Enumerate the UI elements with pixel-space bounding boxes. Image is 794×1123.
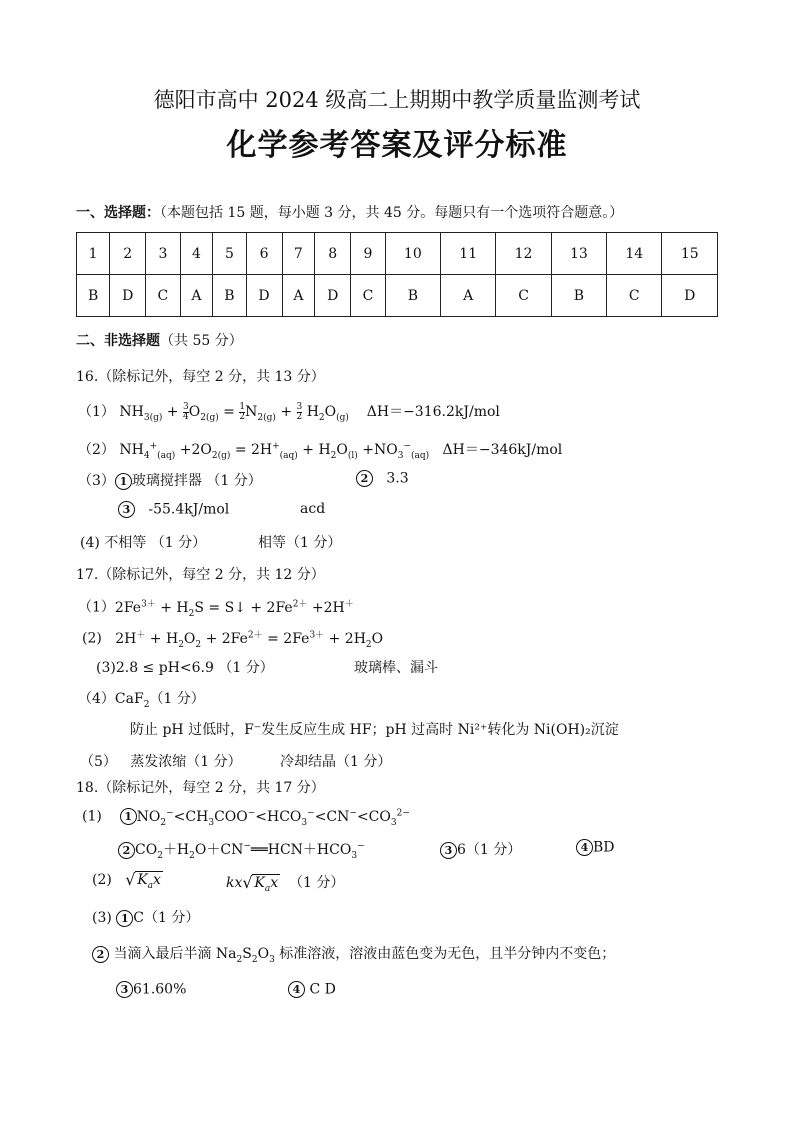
table-cell: D — [110, 275, 146, 317]
q16-answer-4: (4) 不相等 （1 分） — [80, 535, 207, 551]
table-cell: 9 — [351, 233, 385, 275]
table-cell: C — [496, 275, 551, 317]
q16-answer-3: （3） 1 玻璃搅拌器 （1 分） — [78, 473, 262, 489]
section-2-heading: 二、非选择题（共 55 分） — [76, 333, 243, 349]
q17-answer-4b: 防止 pH 过低时，F⁻发生反应生成 HF；pH 过高时 Ni²⁺转化为 Ni(OH)₂沉淀 — [130, 722, 619, 738]
table-cell: B — [77, 275, 110, 317]
table-cell: C — [607, 275, 662, 317]
sqrt-expression: √ $K_ax$ — [125, 872, 163, 891]
ionic-equation: $2Fe^{3+} + H_2S$ = S↓ + $2Fe^{2+} +2H^+$ — [114, 599, 354, 619]
table-cell: 5 — [213, 233, 246, 275]
q17-answer-5b: 冷却结晶（1 分） — [280, 754, 392, 770]
thermo-equation: $NH_{3(g)}$ + $\frac{3}{4}$ $O_{2(g)}$ = $\frac{1}{2}$ $N_{2(g)}$ + $\frac{3}{2}$ $H_2O_{(g)}$ — [119, 401, 349, 423]
q17-answer-4: （4）CaF$_2$（1 分） — [78, 691, 205, 710]
ion-order: $NO_2^-<CH_3COO^-<HCO_3^-<CN^-<CO_3^{2-}$ — [136, 808, 410, 828]
q16-answer-1: （1） $NH_{3(g)}$ + $\frac{3}{4}$ $O_{2(g)}$ = $\frac{1}{2}$ $N_{2(g)}$ + $\frac{3}{2}$ $H_2O_{(g)}$ ΔH＝−316.2kJ/mol — [78, 401, 500, 423]
circled-3-marker: 3 — [440, 842, 457, 859]
circled-2-marker: 2 — [356, 470, 373, 487]
table-cell: B — [385, 275, 440, 317]
q18-answer-3: (3) 1 C（1 分） — [92, 910, 200, 926]
table-cell: D — [246, 275, 282, 317]
table-cell: D — [315, 275, 351, 317]
table-cell: B — [213, 275, 246, 317]
q18-answer-3b: 2 当滴入最后半滴 $Na_2S_2O_3$ 标准溶液，溶液由蓝色变为无色，且半分钟内不变色； — [92, 943, 615, 965]
answer-key-title: 化学参考答案及评分标准 — [226, 128, 568, 163]
exam-title: 德阳市高中 2024 级高二上期期中教学质量监测考试 — [153, 88, 641, 112]
q18-answer-1d: 4 BD — [576, 839, 615, 856]
q18-heading: 18.（除标记外，每空 2 分，共 17 分） — [76, 780, 325, 796]
question-number-row — [77, 233, 718, 275]
circled-3-marker: 3 — [116, 981, 133, 998]
choice-answer-table — [76, 232, 718, 317]
sqrt-expression: kx√ $K_ax$ — [226, 875, 280, 891]
ionic-equation: $CO_2+H_2O+CN^-══HCN+HCO_3^-$ — [135, 841, 365, 861]
q18-answer-1c: 3 6（1 分） — [440, 839, 521, 859]
circled-1-marker: 1 — [116, 910, 133, 927]
table-cell: 2 — [110, 233, 146, 275]
answer-row — [77, 275, 718, 317]
table-cell: A — [282, 275, 315, 317]
q16-heading: 16.（除标记外，每空 2 分，共 13 分） — [76, 369, 325, 385]
table-cell: C — [146, 275, 180, 317]
table-cell: 4 — [180, 233, 213, 275]
q16-answer-3b: 2 3.3 — [356, 470, 409, 487]
q18-answer-2b: kx√ $K_ax$ （1 分） — [226, 872, 344, 894]
section-1-heading: 一、选择题：（本题包括 15 题，每小题 3 分，共 45 分。每题只有一个选项符合题意。） — [76, 205, 624, 221]
table-cell: 6 — [246, 233, 282, 275]
table-cell: 14 — [607, 233, 662, 275]
ionic-equation: $2H^+ + H_2O_2 + 2Fe^{2+} = 2Fe^{3+} + 2H_2O$ — [115, 630, 384, 650]
table-cell: 1 — [77, 233, 110, 275]
q18-answer-2: (2) √ $K_ax$ — [92, 872, 163, 891]
q16-answer-3d: acd — [300, 501, 326, 517]
table-cell: C — [351, 275, 385, 317]
q18-answer-3c: 3 61.60% — [116, 981, 186, 998]
q16-answer-2: （2） $NH_4^+_{(aq)} +2O_{2(g)} = 2H^+_{(aq)} + H_2O_{(l)} +NO_3^-_{(aq)}$ ΔH＝−346kJ/mol — [78, 441, 563, 461]
q17-answer-2: (2) $2H^+ + H_2O_2 + 2Fe^{2+} = 2Fe^{3+} + 2H_2O$ — [82, 630, 384, 650]
table-cell: 8 — [315, 233, 351, 275]
circled-1-marker: 1 — [115, 473, 132, 490]
q18-answer-1: (1) 1 $NO_2^-<CH_3COO^-<HCO_3^-<CN^-<CO_3^{2-}$ — [82, 808, 410, 828]
table-cell: D — [662, 275, 718, 317]
q17-answer-5: （5） 蒸发浓缩（1 分） — [80, 754, 242, 770]
q17-heading: 17.（除标记外，每空 2 分，共 12 分） — [76, 567, 325, 583]
table-cell: 11 — [441, 233, 496, 275]
table-cell: 12 — [496, 233, 551, 275]
q17-answer-3: (3)2.8 ≤ pH<6.9 （1 分） — [96, 660, 274, 676]
table-cell: B — [551, 275, 606, 317]
circled-2-marker: 2 — [118, 842, 135, 859]
q17-answer-1: $(1)2Fe^{3+} + H_2S$ = S↓ + $2Fe^{2+} +2H^+$ — [78, 599, 354, 619]
table-cell: A — [441, 275, 496, 317]
table-cell: 13 — [551, 233, 606, 275]
circled-1-marker: 1 — [120, 808, 137, 825]
q17-answer-3b: 玻璃棒、漏斗 — [354, 660, 438, 676]
q16-answer-3c: 3 -55.4kJ/mol — [118, 501, 229, 518]
table-cell: 3 — [146, 233, 180, 275]
table-cell: A — [180, 275, 213, 317]
circled-4-marker: 4 — [576, 839, 593, 856]
table-cell: 7 — [282, 233, 315, 275]
circled-4-marker: 4 — [288, 981, 305, 998]
table-cell: 15 — [662, 233, 718, 275]
table-cell: 10 — [385, 233, 440, 275]
thermo-equation: $NH_4^+_{(aq)} +2O_{2(g)} = 2H^+_{(aq)} + H_2O_{(l)} +NO_3^-_{(aq)}$ — [119, 441, 430, 461]
q18-answer-3d: 4 C D — [288, 981, 336, 998]
circled-3-marker: 3 — [118, 501, 135, 518]
circled-2-marker: 2 — [92, 946, 109, 963]
q18-answer-1b — [118, 839, 365, 861]
q16-answer-4b: 相等（1 分） — [258, 535, 342, 551]
